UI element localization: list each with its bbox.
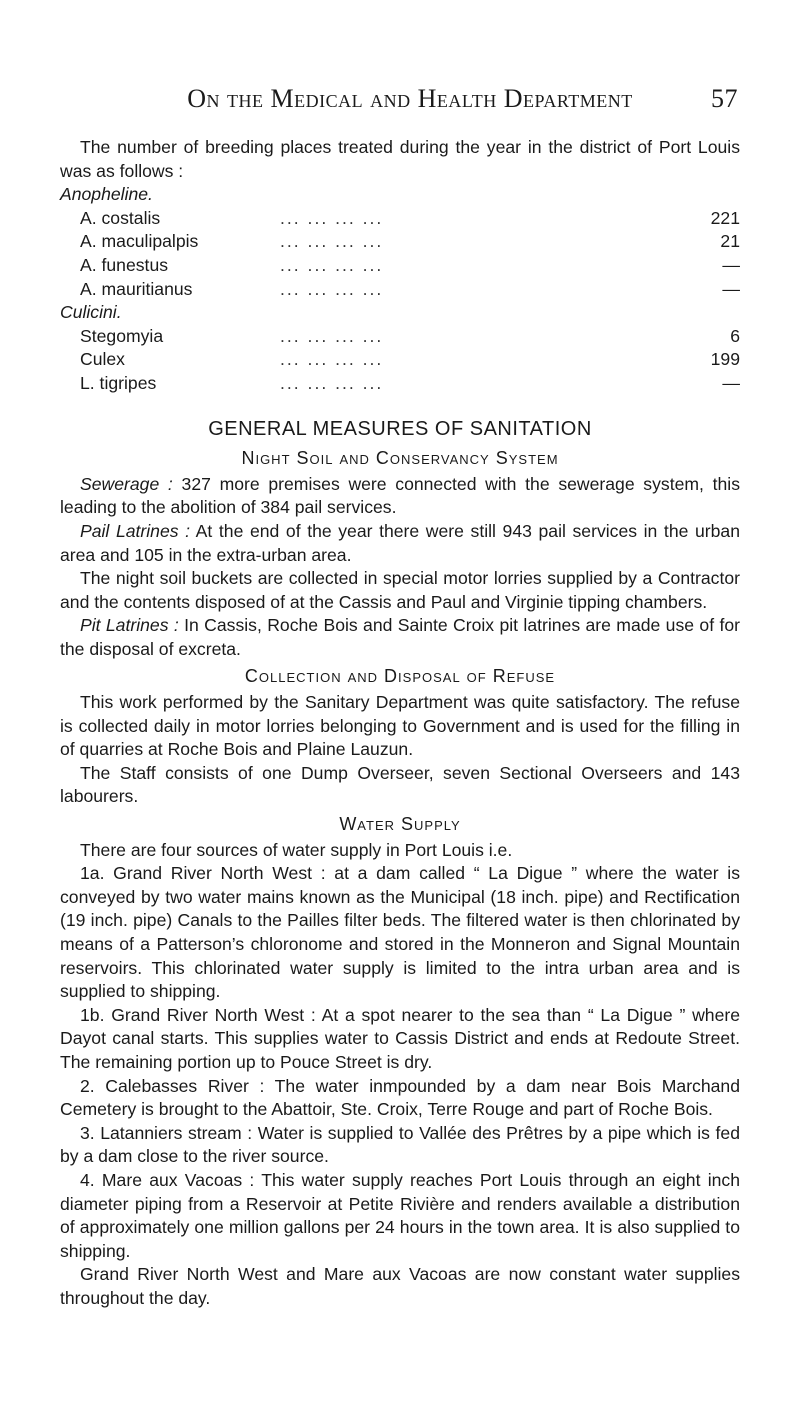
water-source-1b-number: 1b. [80, 1004, 105, 1025]
water-source-2: 2. Calebasses River : The water inmpounded by a dam near Bois Marchand Cemetery is brought to the Abattoir, Ste. Croix, Terre Rouge and part of Roche Bois. [60, 1075, 740, 1120]
species-count: 21 [720, 231, 740, 252]
pit-latrines-paragraph [60, 614, 740, 661]
pail-latrines-label: Pail Latrines : [80, 520, 191, 541]
refuse-paragraph-1: This work performed by the Sanitary Department was quite satisfactory. The refuse is collected daily in motor lorries belonging to Government and is used for the filling in of quarries at Roche Bois and Plaine Lauzun. [60, 692, 740, 760]
page-number: 57 [711, 84, 738, 113]
species-count: 6 [730, 325, 740, 346]
leader-dots: ... ... ... ... [280, 254, 384, 275]
table-row [60, 372, 740, 396]
night-soil-heading: Night Soil and Conservancy System [241, 448, 559, 469]
sewerage-text: 327 more premises were connected with the sewerage system, this leading to the abolition of 384 pail services. [60, 473, 740, 518]
leader-dots: ... ... ... ... [280, 349, 384, 370]
water-intro-paragraph: There are four sources of water supply in Port Louis i.e. [80, 839, 513, 860]
intro-paragraph: The number of breeding places treated during the year in the district of Port Louis was as follows : [60, 137, 740, 181]
water-source-1a-text: Grand River North West : at a dam called “ La Digue ” where the water is conveyed by two water mains known as the Municipal (18 inch. pipe) and Rectification (19 inch. pipe) Canals to the Pailles filter beds. The filtered water is then chlorinated by means of a Patterson’s chloronome and stored in the Monneron and Signal Mountain reservoirs. This chlorinated water supply is limited to the intra urban area and is supplied to shipping. [60, 863, 740, 1002]
species-name: A. mauritianus [80, 278, 193, 299]
buckets-paragraph: The night soil buckets are collected in special motor lorries supplied by a Contractor and the contents disposed of at the Cassis and Paul and Virginie tipping chambers. [60, 568, 740, 612]
table-row [60, 254, 740, 278]
species-count: — [722, 278, 740, 299]
pit-latrines-text: In Cassis, Roche Bois and Sainte Croix pit latrines are made use of for the disposal of excreta. [60, 615, 740, 659]
leader-dots: ... ... ... ... [280, 278, 384, 299]
water-source-4: 4. Mare aux Vacoas : This water supply reaches Port Louis through an eight inch diameter piping from a Reservoir at Petite Rivière and renders available a distribution of approximately one million gallons per 24 hours in the town area. It is also supplied to shipping. [60, 1169, 740, 1261]
species-name: A. costalis [80, 207, 161, 228]
culicini-title: Culicini. [60, 302, 122, 323]
pit-latrines-label: Pit Latrines : [80, 615, 179, 636]
general-measures-heading: GENERAL MEASURES OF SANITATION [208, 417, 592, 440]
species-name: Culex [80, 349, 125, 370]
table-row [60, 325, 740, 349]
water-source-1a-number: 1a. [80, 863, 105, 884]
water-supply-heading: Water Supply [339, 814, 461, 835]
water-closing-paragraph: Grand River North West and Mare aux Vacoas are now constant water supplies throughout the day. [60, 1264, 740, 1308]
leader-dots: ... ... ... ... [280, 325, 384, 346]
species-name: A. maculipalpis [80, 231, 199, 252]
species-name: L. tigripes [80, 372, 157, 393]
species-count: — [722, 254, 740, 275]
sewerage-paragraph [60, 473, 740, 520]
document-page [60, 84, 740, 1311]
anopheline-section [60, 183, 740, 301]
anopheline-title: Anopheline. [60, 184, 153, 205]
water-source-1b [60, 1004, 740, 1075]
leader-dots: ... ... ... ... [280, 372, 384, 393]
species-count: 221 [710, 207, 740, 228]
pail-latrines-paragraph [60, 520, 740, 567]
water-source-1a [60, 862, 740, 1004]
water-source-1b-text: Grand River North West : At a spot nearer to the sea than “ La Digue ” where Dayot canal starts. This supplies water to Cassis District and ends at Redoute Street. The remaining portion up to Pouce Street is dry. [60, 1004, 740, 1072]
table-row [60, 230, 740, 254]
refuse-paragraph-2: The Staff consists of one Dump Overseer, seven Sectional Overseers and 143 labourers. [60, 762, 740, 807]
sewerage-label: Sewerage : [80, 473, 173, 494]
water-source-3: 3. Latanniers stream : Water is supplied to Vallée des Prêtres by a pipe which is fed by a dam close to the river source. [60, 1122, 740, 1167]
species-count: 199 [710, 349, 740, 370]
body-text [60, 136, 740, 1311]
species-name: A. funestus [80, 254, 169, 275]
refuse-heading: Collection and Disposal of Refuse [244, 666, 556, 687]
running-head-title: On the Medical and Health Department [187, 84, 633, 113]
pail-latrines-text: At the end of the year there were still 943 pail services in the urban area and 105 in the extra-urban area. [60, 520, 740, 565]
running-head [60, 84, 740, 124]
table-row [60, 278, 740, 302]
species-name: Stegomyia [80, 325, 164, 346]
leader-dots: ... ... ... ... [280, 231, 384, 252]
table-row [60, 207, 740, 231]
table-row [60, 348, 740, 372]
species-count: — [722, 372, 740, 393]
leader-dots: ... ... ... ... [280, 207, 384, 228]
culicini-section [60, 301, 740, 395]
